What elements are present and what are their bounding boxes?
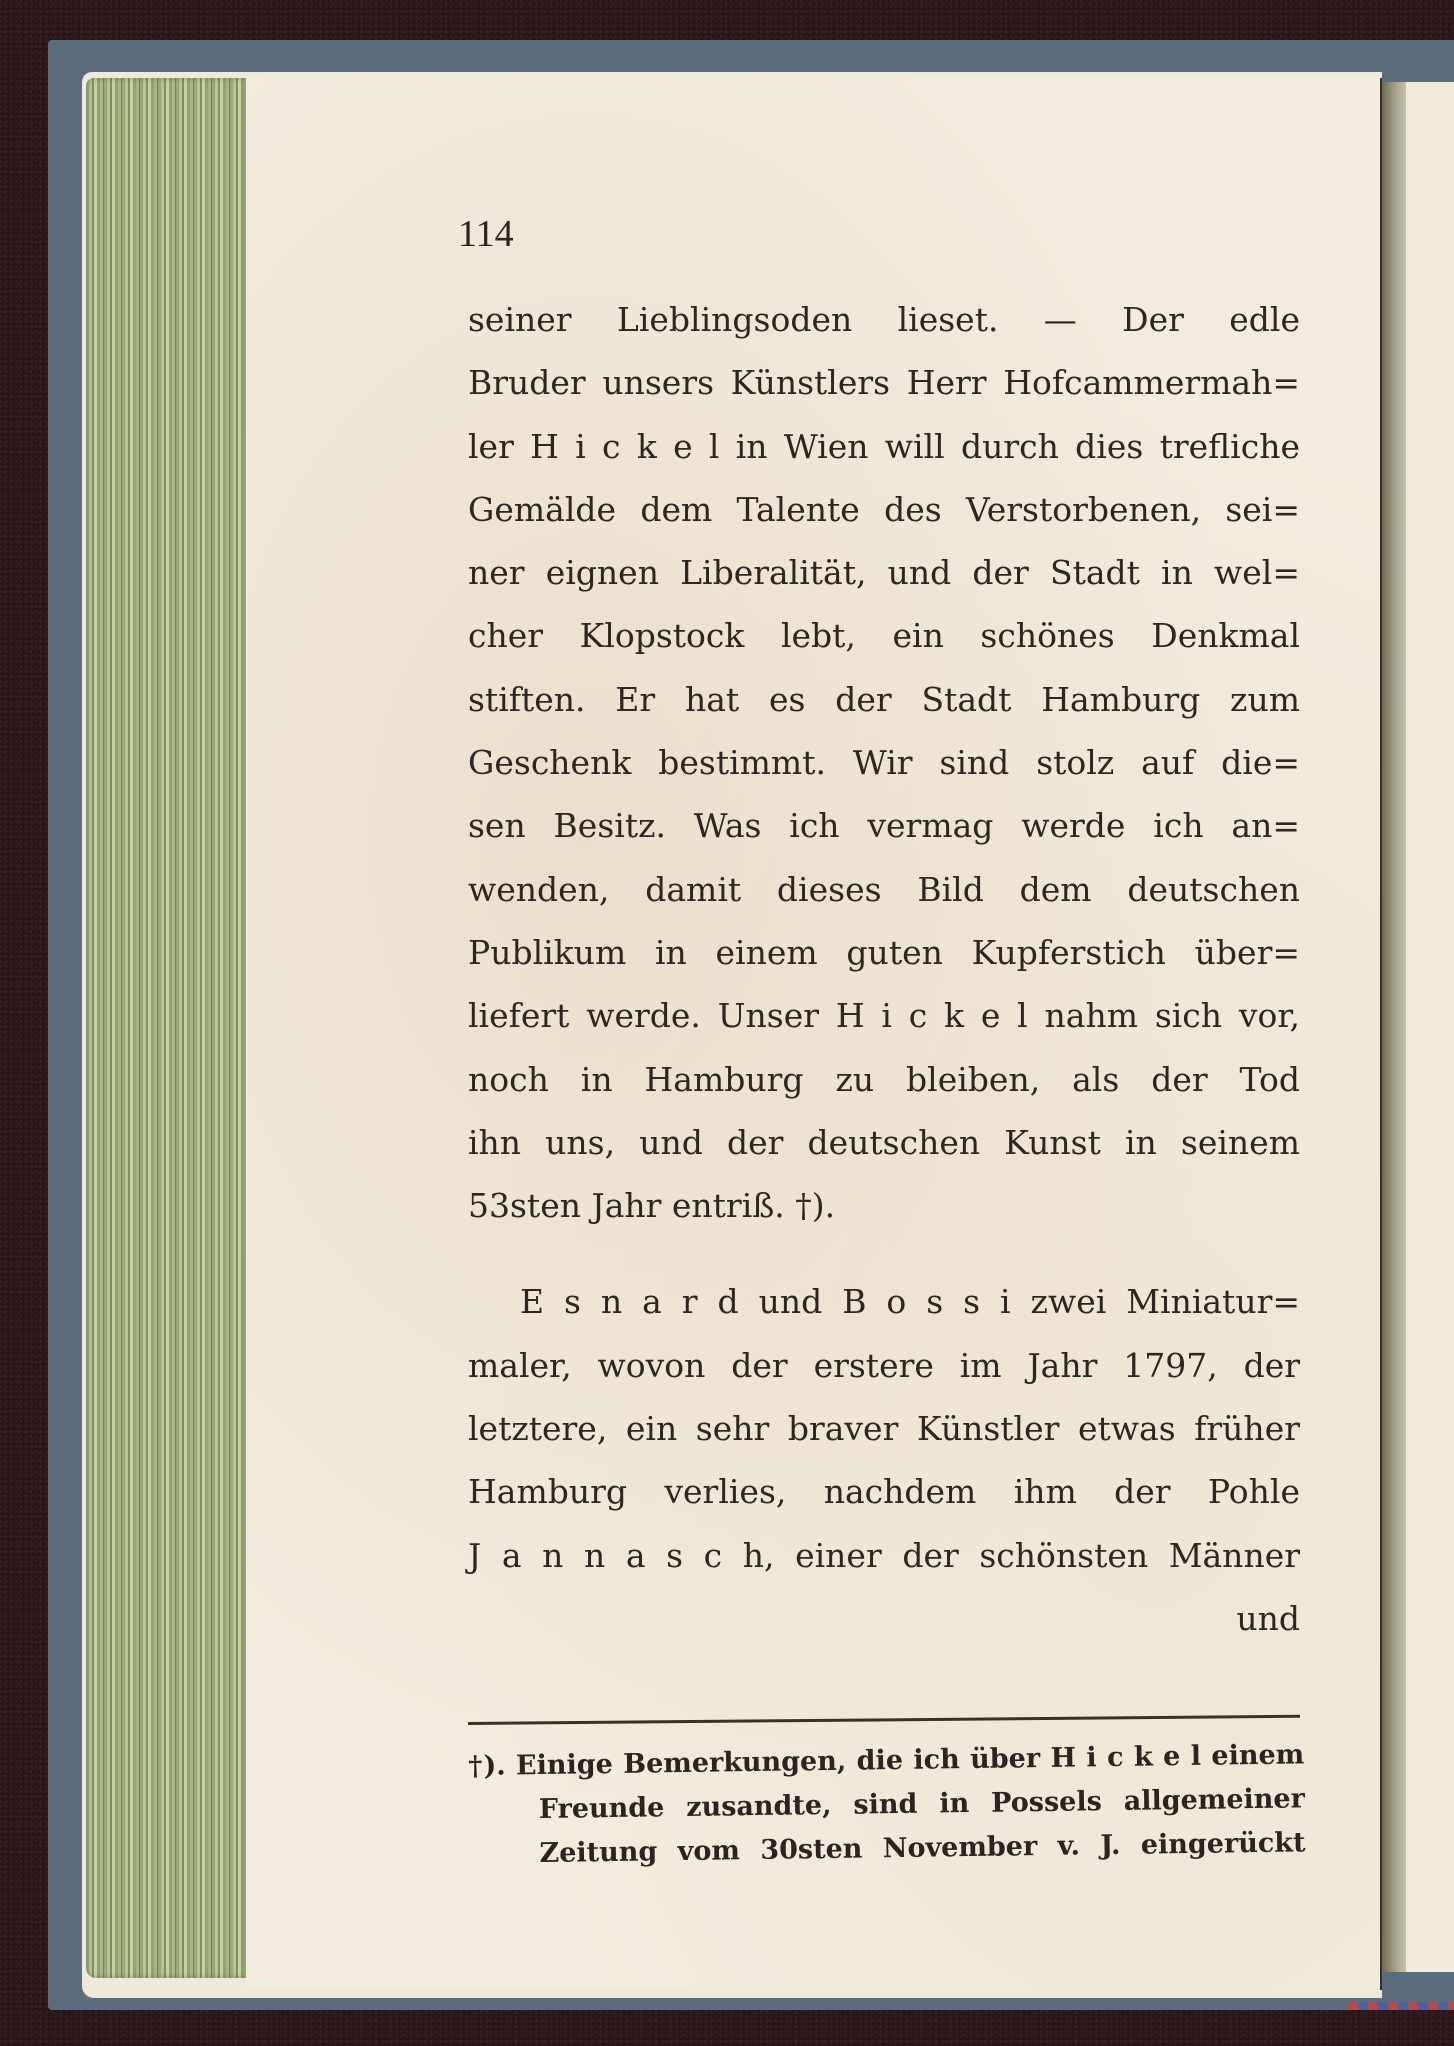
page-edges-green — [86, 78, 246, 1978]
text-line: Bruder unsers Künstlers Herr Hofcammermah= — [468, 363, 1300, 403]
text-line: sen Besitz. Was ich vermag werde ich an= — [468, 806, 1300, 846]
gutter-shadow — [1382, 82, 1406, 1972]
text-line: maler, wovon der erstere im Jahr 1797, der — [468, 1345, 1300, 1385]
facing-page — [1406, 82, 1454, 1972]
text-line: ner eignen Liberalität, und der Stadt in wel= — [468, 553, 1300, 593]
text-line: seiner Lieblingsoden lieset. — Der edle — [468, 300, 1300, 339]
footnote-marker: †). — [468, 1750, 506, 1782]
footnote — [468, 1733, 1306, 1877]
text-line: Publikum in einem guten Kupferstich über= — [468, 932, 1300, 972]
body-text — [468, 288, 1300, 1650]
footnote-line: Freunde zusandte, sind in Possels allgemeiner — [538, 1783, 1306, 1826]
text-line: wenden, damit dieses Bild dem deutschen — [468, 869, 1300, 909]
text-line: letztere, ein sehr braver Künstler etwas früher — [468, 1409, 1300, 1449]
text-line: liefert werde. Unser H i c k e l nahm sich vor, — [468, 996, 1300, 1036]
text-line: cher Klopstock lebt, ein schönes Denkmal — [468, 616, 1300, 656]
text-line: ihn uns, und der deutschen Kunst in seinem — [468, 1122, 1300, 1162]
footnote-text: Einige Bemerkungen, die ich über H i c k e l einem — [515, 1739, 1305, 1782]
text-line: J a n n a s c h, einer der schönsten Männer — [468, 1535, 1300, 1575]
text-line: Hamburg verlies, nachdem ihm der Pohle — [468, 1472, 1300, 1512]
text-line-end-paragraph: 53sten Jahr entriß. †). — [468, 1186, 836, 1226]
text-line: Gemälde dem Talente des Verstorbenen, sei= — [468, 489, 1300, 529]
page-number: 114 — [458, 213, 514, 255]
tailband-stripe — [1348, 2002, 1454, 2010]
paragraph-gap — [468, 1237, 1300, 1270]
text-line: noch in Hamburg zu bleiben, als der Tod — [468, 1059, 1300, 1099]
text-line-paragraph-start: E s n a r d und B o s s i zwei Miniatur= — [520, 1282, 1300, 1322]
text-line: ler H i c k e l in Wien will durch dies trefliche — [468, 426, 1300, 466]
catchword: und — [1236, 1598, 1300, 1638]
footnote-line: Zeitung vom 30sten November v. J. eingerückt — [539, 1827, 1306, 1870]
text-line: Geschenk bestimmt. Wir sind stolz auf die= — [468, 743, 1300, 783]
text-line: stiften. Er hat es der Stadt Hamburg zum — [468, 679, 1300, 719]
